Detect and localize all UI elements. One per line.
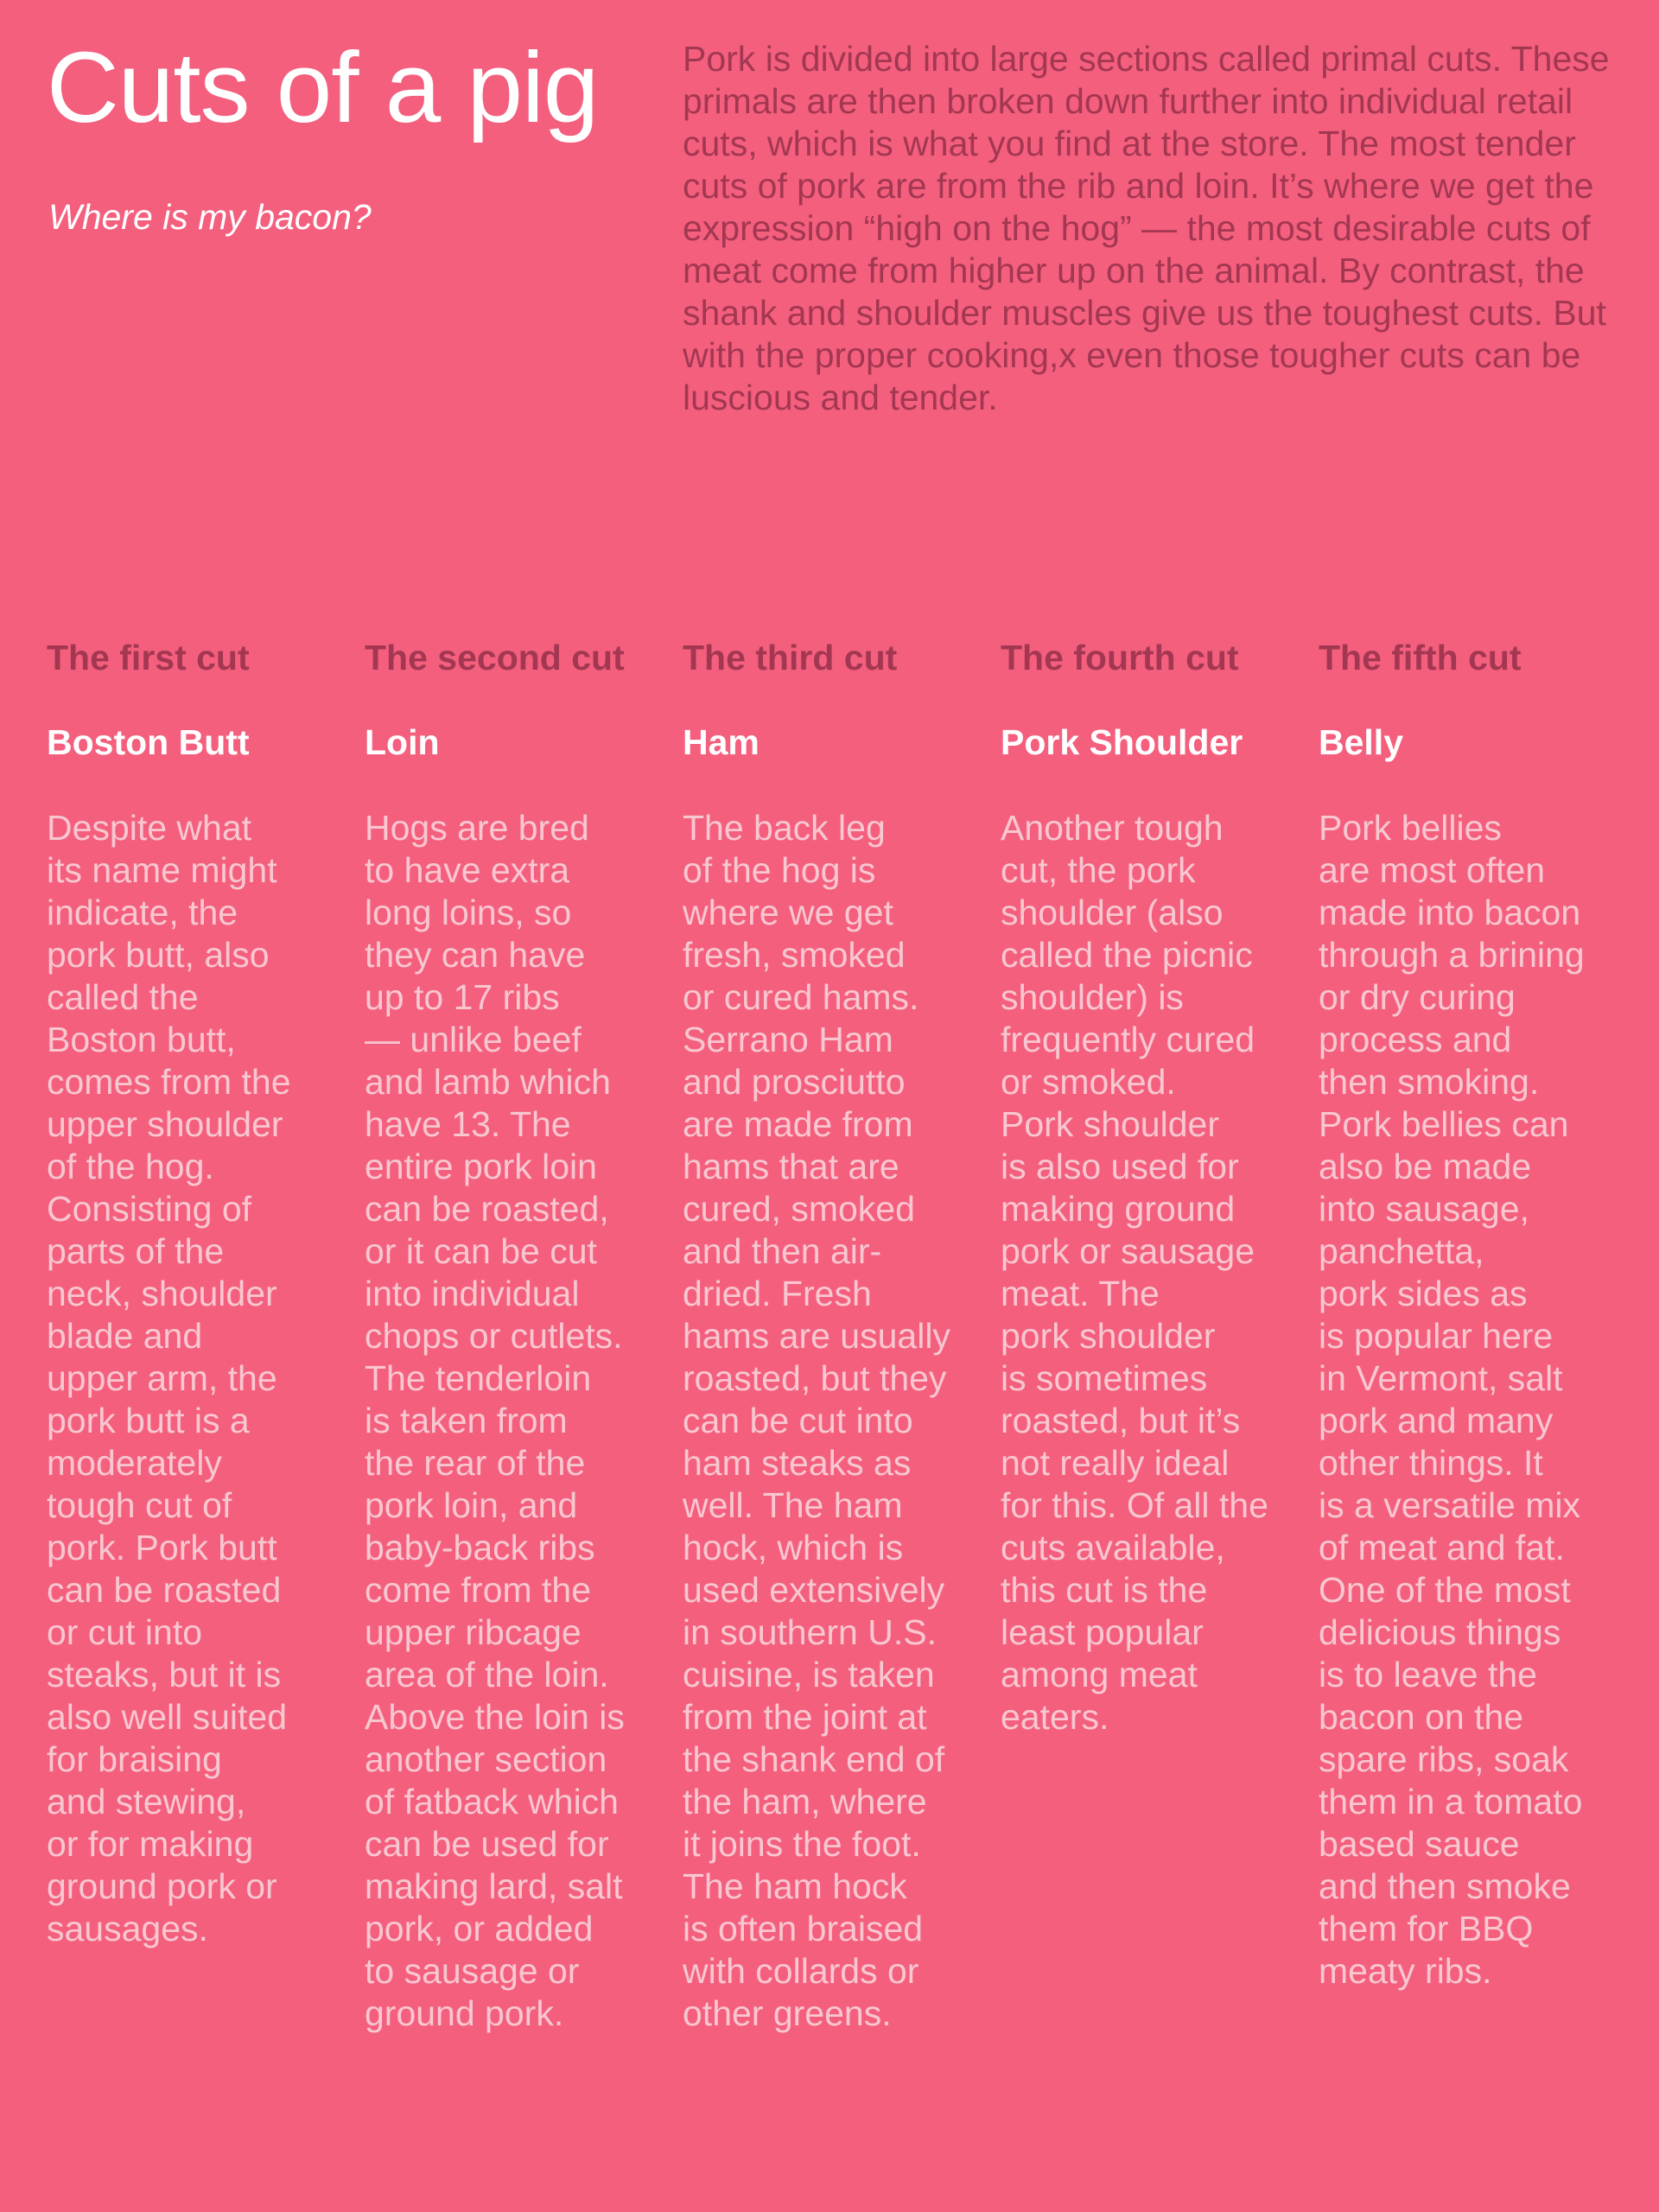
text-line: made into bacon bbox=[1319, 893, 1581, 932]
text-line: and then air- bbox=[683, 1231, 882, 1271]
text-line: process and bbox=[1319, 1020, 1512, 1059]
text-line: spare ribs, soak bbox=[1319, 1739, 1569, 1779]
text-line: or cured hams. bbox=[683, 977, 919, 1017]
text-line: for braising bbox=[47, 1739, 222, 1779]
text-line: is sometimes bbox=[1001, 1358, 1208, 1398]
text-line: upper arm, the bbox=[47, 1358, 277, 1398]
cut-label: The second cut bbox=[365, 638, 625, 677]
page-subtitle: Where is my bacon? bbox=[48, 197, 372, 237]
text-line: bacon on the bbox=[1319, 1697, 1524, 1737]
text-line: roasted, but they bbox=[683, 1358, 947, 1398]
text-line: meat. The bbox=[1001, 1274, 1160, 1313]
text-line: neck, shoulder bbox=[47, 1274, 277, 1313]
text-line: shoulder) is bbox=[1001, 977, 1184, 1017]
text-line: Pork bellies can bbox=[1319, 1104, 1569, 1144]
text-line: Boston butt, bbox=[47, 1020, 236, 1059]
text-line: the ham, where bbox=[683, 1782, 927, 1821]
text-line: can be used for bbox=[365, 1824, 609, 1864]
cut-column-ham bbox=[683, 636, 981, 2035]
text-line: the rear of the bbox=[365, 1443, 586, 1483]
text-line: and lamb which bbox=[365, 1062, 611, 1102]
text-line: or cut into bbox=[47, 1612, 203, 1652]
text-line: not really ideal bbox=[1001, 1443, 1230, 1483]
text-line: One of the most bbox=[1319, 1570, 1571, 1610]
text-line: and prosciutto bbox=[683, 1062, 906, 1102]
cut-description bbox=[1001, 807, 1299, 1738]
text-line: pork shoulder bbox=[1001, 1316, 1216, 1356]
intro-paragraph: Pork is divided into large sections called primal cuts. These primals are then broken down further into individual retail cuts, which is what you find at the store. The most tender cuts of pork are from the rib and loin. It’s where we get the expression “high on the hog” — the most desirable cuts of meat come from higher up on the animal. By contrast, the shank and shoulder muscles give us the toughest cuts. But with the proper cooking,x even those tougher cuts can be luscious and tender. bbox=[683, 39, 1610, 417]
text-line: panchetta, bbox=[1319, 1231, 1484, 1271]
text-line: another section bbox=[365, 1739, 607, 1779]
cut-label: The fifth cut bbox=[1319, 638, 1522, 677]
text-line: called the bbox=[47, 977, 199, 1017]
text-line: through a brining bbox=[1319, 935, 1585, 975]
text-line: is taken from bbox=[365, 1401, 568, 1440]
text-line: into individual bbox=[365, 1274, 580, 1313]
text-line: pork sides as bbox=[1319, 1274, 1528, 1313]
text-line: is often braised bbox=[683, 1909, 924, 1948]
text-line: long loins, so bbox=[365, 893, 572, 932]
text-line: frequently cured bbox=[1001, 1020, 1255, 1059]
text-line: with collards or bbox=[683, 1951, 919, 1991]
text-line: — unlike beef bbox=[365, 1020, 582, 1059]
text-line: Above the loin is bbox=[365, 1697, 625, 1737]
text-line: steaks, but it is bbox=[47, 1655, 282, 1694]
text-line: they can have bbox=[365, 935, 586, 975]
text-line: least popular bbox=[1001, 1612, 1204, 1652]
text-line: making lard, salt bbox=[365, 1866, 623, 1906]
text-line: where we get bbox=[683, 893, 893, 932]
text-line: Pork shoulder bbox=[1001, 1104, 1219, 1144]
page-title: Cuts of a pig bbox=[47, 31, 599, 143]
text-line: fresh, smoked bbox=[683, 935, 906, 975]
text-line: ground pork. bbox=[365, 1993, 564, 2033]
cut-label: The first cut bbox=[47, 638, 250, 677]
text-line: Hogs are bred bbox=[365, 808, 589, 848]
text-line: making ground bbox=[1001, 1189, 1236, 1229]
text-line: or dry curing bbox=[1319, 977, 1516, 1017]
text-line: other greens. bbox=[683, 1993, 892, 2033]
text-line: ground pork or bbox=[47, 1866, 277, 1906]
text-line: and stewing, bbox=[47, 1782, 246, 1821]
text-line: to have extra bbox=[365, 850, 570, 890]
text-line: chops or cutlets. bbox=[365, 1316, 623, 1356]
cut-column-boston-butt bbox=[47, 636, 345, 1950]
text-line: its name might bbox=[47, 850, 277, 890]
text-line: indicate, the bbox=[47, 893, 238, 932]
text-line: Another tough bbox=[1001, 808, 1224, 848]
cut-column-loin bbox=[365, 636, 663, 2035]
text-line: cut, the pork bbox=[1001, 850, 1196, 890]
text-line: pork butt, also bbox=[47, 935, 270, 975]
text-line: cuisine, is taken bbox=[683, 1655, 935, 1694]
text-line: other things. It bbox=[1319, 1443, 1543, 1483]
text-line: comes from the bbox=[47, 1062, 291, 1102]
text-line: and then smoke bbox=[1319, 1866, 1571, 1906]
text-line: well. The ham bbox=[683, 1485, 903, 1525]
text-line: can be roasted, bbox=[365, 1189, 609, 1229]
text-line: pork butt is a bbox=[47, 1401, 250, 1440]
text-line: have 13. The bbox=[365, 1104, 571, 1144]
text-line: entire pork loin bbox=[365, 1147, 597, 1186]
text-line: hams are usually bbox=[683, 1316, 950, 1356]
cut-column-belly bbox=[1319, 636, 1617, 1993]
cut-description bbox=[365, 807, 663, 2035]
text-line: used extensively bbox=[683, 1570, 945, 1610]
text-line: called the picnic bbox=[1001, 935, 1253, 975]
text-line: pork, or added bbox=[365, 1909, 594, 1948]
text-line: pork loin, and bbox=[365, 1485, 578, 1525]
text-line: the shank end of bbox=[683, 1739, 945, 1779]
text-line: of the hog. bbox=[47, 1147, 214, 1186]
text-line: come from the bbox=[365, 1570, 592, 1610]
text-line: cuts available, bbox=[1001, 1528, 1225, 1567]
text-line: dried. Fresh bbox=[683, 1274, 872, 1313]
text-line: hock, which is bbox=[683, 1528, 904, 1567]
cut-label: The third cut bbox=[683, 638, 898, 677]
text-line: cured, smoked bbox=[683, 1189, 915, 1229]
cut-name: Boston Butt bbox=[47, 722, 250, 762]
text-line: or smoked. bbox=[1001, 1062, 1176, 1102]
text-line: from the joint at bbox=[683, 1697, 927, 1737]
text-line: blade and bbox=[47, 1316, 203, 1356]
text-line: pork or sausage bbox=[1001, 1231, 1255, 1271]
text-line: it joins the foot. bbox=[683, 1824, 921, 1864]
text-line: tough cut of bbox=[47, 1485, 232, 1525]
text-line: of fatback which bbox=[365, 1782, 619, 1821]
text-line: can be cut into bbox=[683, 1401, 913, 1440]
cut-description bbox=[47, 807, 345, 1950]
cut-name: Belly bbox=[1319, 722, 1403, 762]
text-line: is to leave the bbox=[1319, 1655, 1537, 1694]
text-line: for this. Of all the bbox=[1001, 1485, 1268, 1525]
cut-name: Pork Shoulder bbox=[1001, 722, 1243, 762]
text-line: Pork bellies bbox=[1319, 808, 1502, 848]
text-line: ham steaks as bbox=[683, 1443, 912, 1483]
text-line: among meat bbox=[1001, 1655, 1198, 1694]
text-line: The back leg bbox=[683, 808, 886, 848]
text-line: to sausage or bbox=[365, 1951, 580, 1991]
text-line: of the hog is bbox=[683, 850, 876, 890]
text-line: pork. Pork butt bbox=[47, 1528, 277, 1567]
text-line: into sausage, bbox=[1319, 1189, 1529, 1229]
text-line: Consisting of bbox=[47, 1189, 252, 1229]
text-line: can be roasted bbox=[47, 1570, 282, 1610]
text-line: meaty ribs. bbox=[1319, 1951, 1492, 1991]
text-line: moderately bbox=[47, 1443, 222, 1483]
text-line: or it can be cut bbox=[365, 1231, 597, 1271]
text-line: or for making bbox=[47, 1824, 254, 1864]
text-line: is popular here bbox=[1319, 1316, 1554, 1356]
text-line: The tenderloin bbox=[365, 1358, 592, 1398]
cut-label: The fourth cut bbox=[1001, 638, 1239, 677]
text-line: is a versatile mix bbox=[1319, 1485, 1581, 1525]
text-line: eaters. bbox=[1001, 1697, 1109, 1737]
text-line: also be made bbox=[1319, 1147, 1532, 1186]
text-line: are most often bbox=[1319, 850, 1546, 890]
cut-name: Ham bbox=[683, 722, 760, 762]
text-line: this cut is the bbox=[1001, 1570, 1208, 1610]
text-line: shoulder (also bbox=[1001, 893, 1224, 932]
text-line: then smoking. bbox=[1319, 1062, 1540, 1102]
text-line: baby-back ribs bbox=[365, 1528, 595, 1567]
text-line: also well suited bbox=[47, 1697, 288, 1737]
cut-name: Loin bbox=[365, 722, 440, 762]
text-line: Despite what bbox=[47, 808, 252, 848]
text-line: them in a tomato bbox=[1319, 1782, 1583, 1821]
text-line: sausages. bbox=[47, 1909, 208, 1948]
text-line: are made from bbox=[683, 1104, 913, 1144]
text-line: upper ribcage bbox=[365, 1612, 582, 1652]
text-line: is also used for bbox=[1001, 1147, 1239, 1186]
text-line: up to 17 ribs bbox=[365, 977, 560, 1017]
text-line: roasted, but it’s bbox=[1001, 1401, 1241, 1440]
text-line: upper shoulder bbox=[47, 1104, 283, 1144]
cut-description bbox=[683, 807, 981, 2035]
text-line: hams that are bbox=[683, 1147, 899, 1186]
text-line: parts of the bbox=[47, 1231, 225, 1271]
text-line: based sauce bbox=[1319, 1824, 1520, 1864]
cut-description bbox=[1319, 807, 1617, 1993]
text-line: them for BBQ bbox=[1319, 1909, 1534, 1948]
text-line: of meat and fat. bbox=[1319, 1528, 1565, 1567]
text-line: area of the loin. bbox=[365, 1655, 609, 1694]
text-line: in Vermont, salt bbox=[1319, 1358, 1563, 1398]
text-line: The ham hock bbox=[683, 1866, 907, 1906]
text-line: delicious things bbox=[1319, 1612, 1561, 1652]
cut-column-pork-shoulder bbox=[1001, 636, 1299, 1738]
text-line: in southern U.S. bbox=[683, 1612, 937, 1652]
text-line: Serrano Ham bbox=[683, 1020, 893, 1059]
text-line: pork and many bbox=[1319, 1401, 1554, 1440]
